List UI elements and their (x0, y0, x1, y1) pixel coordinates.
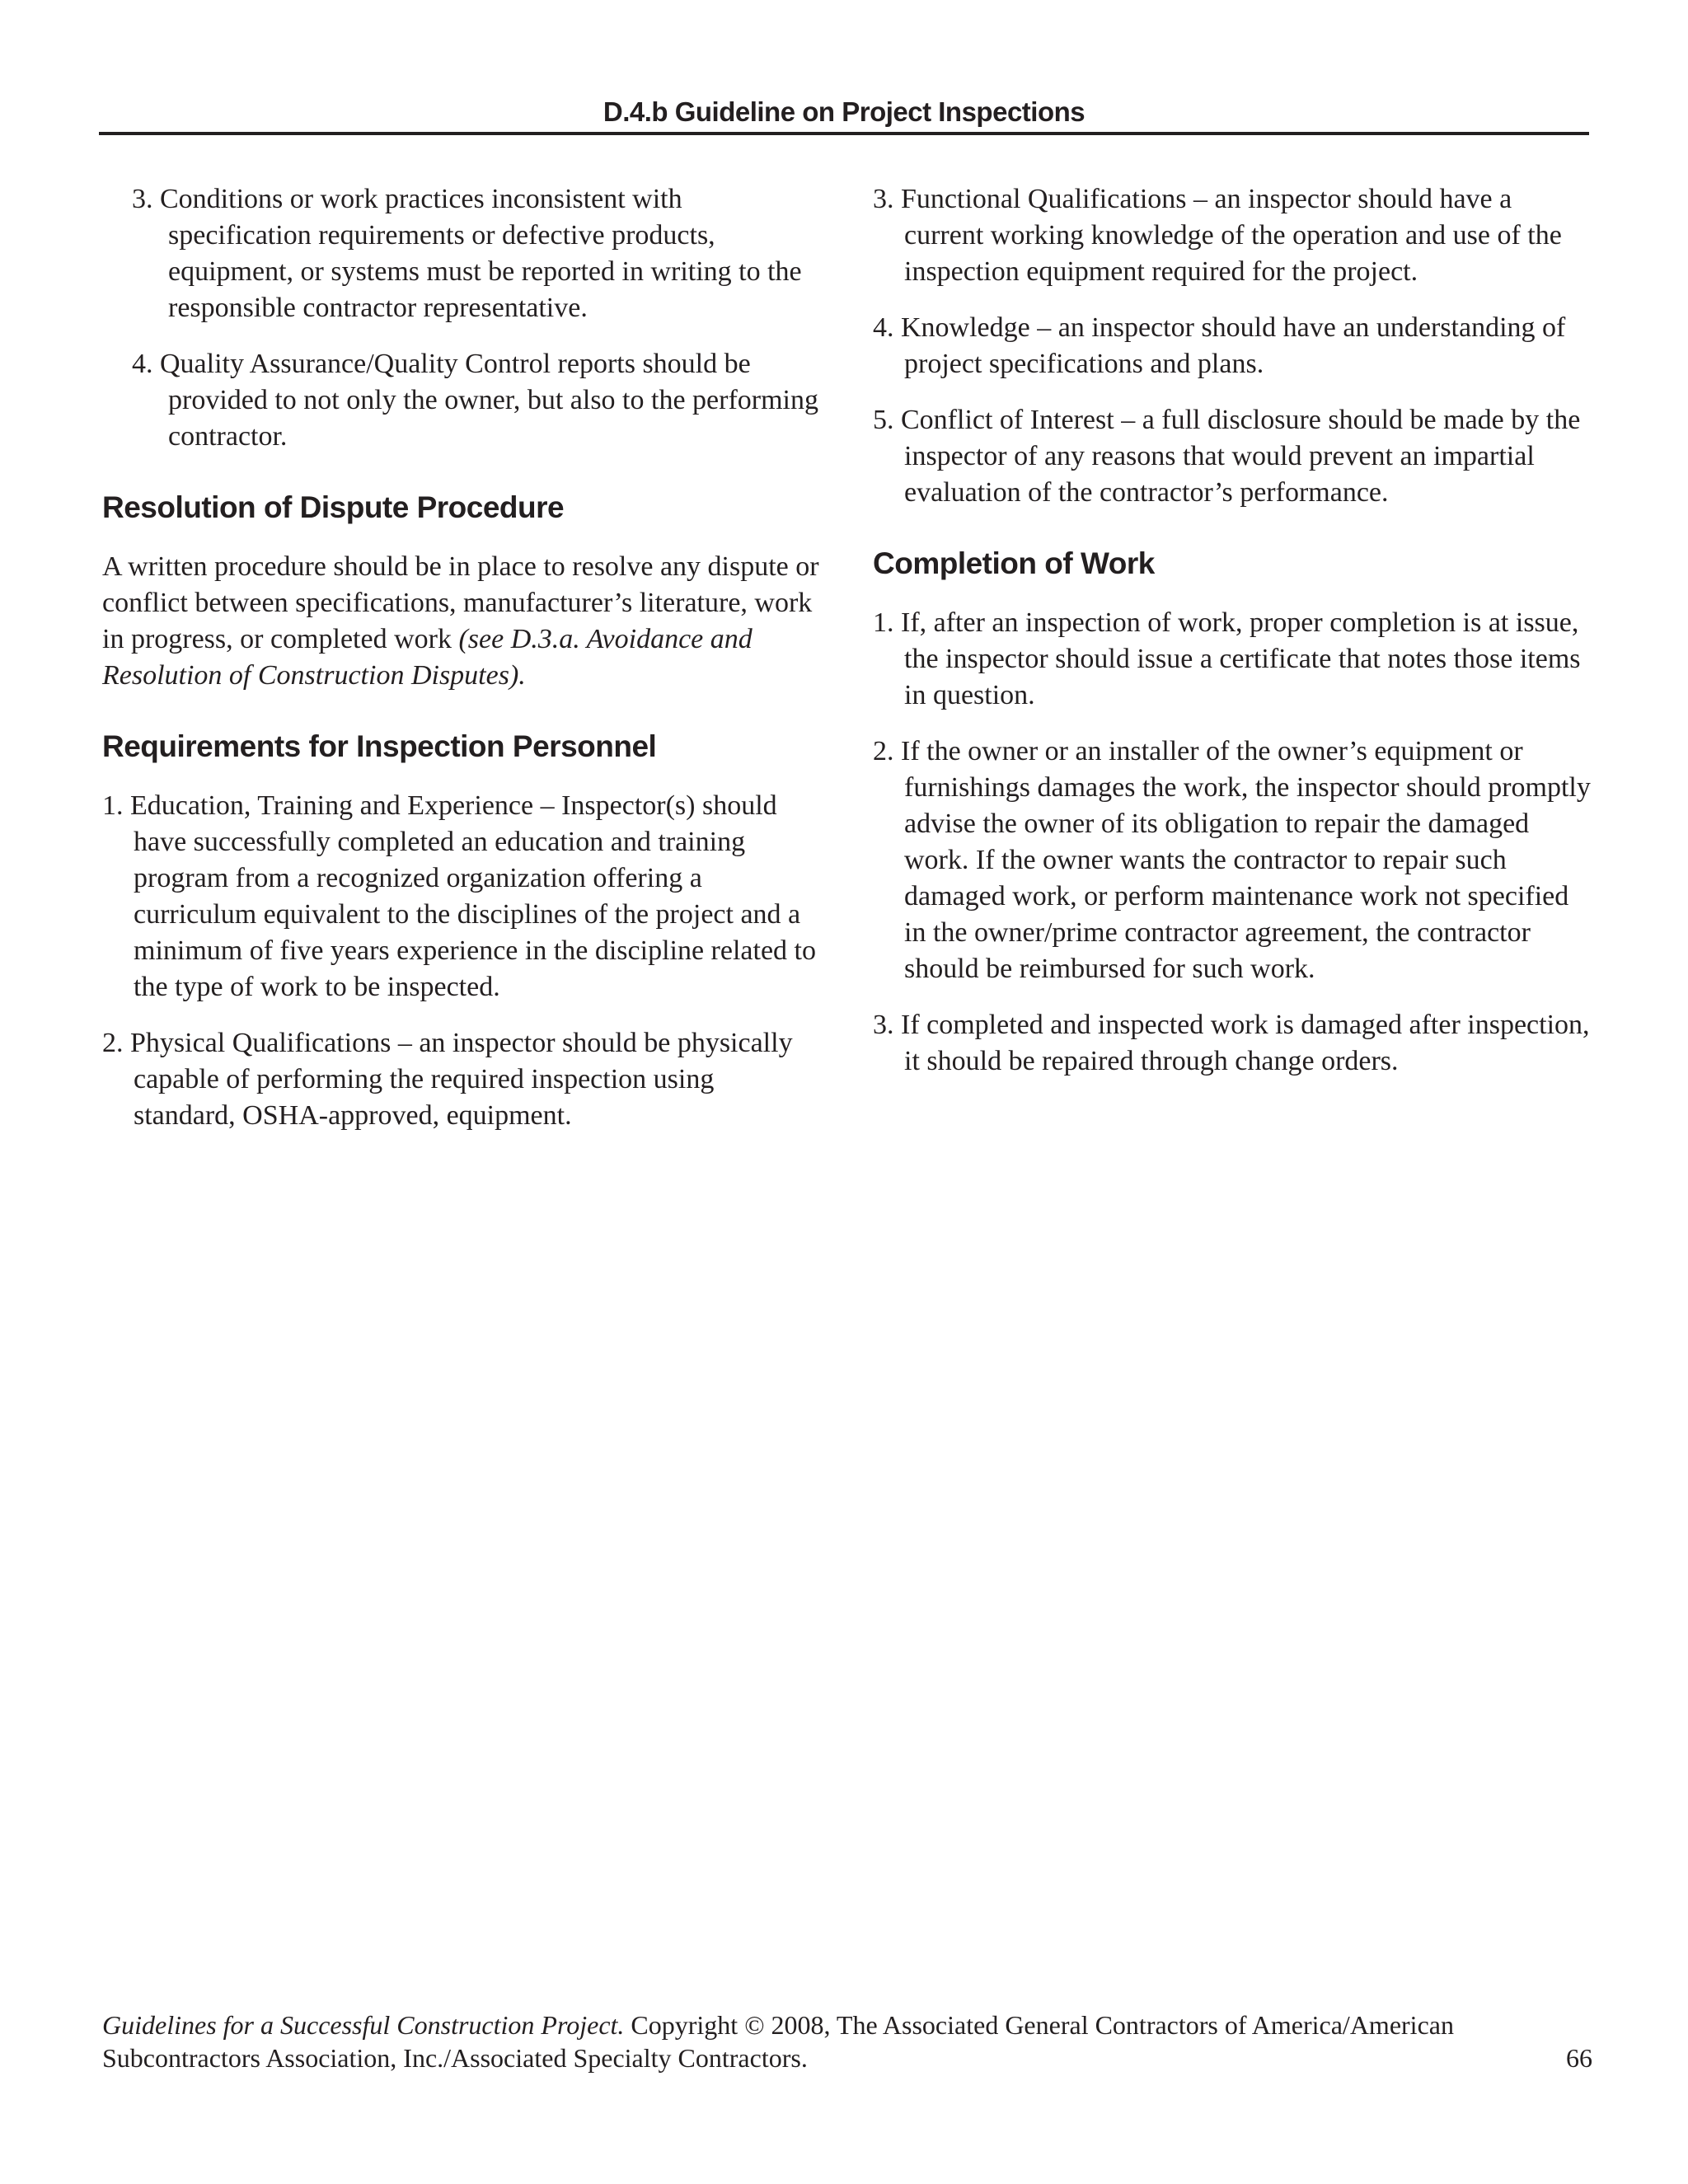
dispute-paragraph (102, 549, 819, 694)
left-column (102, 181, 819, 1154)
list-item: 3. Conditions or work practices inconsistent with specification requirements or defective products, equipment, or systems must be reported in writing to the responsible contractor representative. (132, 184, 802, 323)
section-heading-completion: Completion of Work (873, 546, 1155, 580)
book-title: Guidelines for a Successful Construction Project. (102, 2010, 625, 2040)
copyright-text: Copyright © 2008, The Associated General Contractors of America/American Subcontractors Association, Inc./Associated Specialty Contractors. (102, 2010, 1454, 2073)
section-heading-dispute: Resolution of Dispute Procedure (102, 490, 565, 524)
list-item: 2. Physical Qualifications – an inspector should be physically capable of performing the required inspection using standard, OSHA-approved, equipment. (102, 1028, 793, 1131)
list-item: 4. Knowledge – an inspector should have an understanding of project specifications and plans. (873, 312, 1566, 379)
list-item: 1. Education, Training and Experience – Inspector(s) should have successfully completed an education and training program from a recognized organization offering a curriculum equivalent to the disciplines of the project and a minimum of five years experience in the discipline related to the type of work to be inspected. (102, 790, 816, 1002)
list-item: 2. If the owner or an installer of the owner’s equipment or furnishings damages the work, the inspector should promptly advise the owner of its obligation to repair the damaged work. If the owner wants the contractor to repair such damaged work, or perform maintenance work not specified in the owner/prime contractor agreement, the contractor should be reimbursed for such work. (873, 736, 1591, 984)
section-heading-personnel: Requirements for Inspection Personnel (102, 729, 657, 763)
page-title: D.4.b Guideline on Project Inspections (603, 96, 1085, 127)
list-item: 3. If completed and inspected work is damaged after inspection, it should be repaired through change orders. (873, 1010, 1590, 1076)
copyright-notice (102, 2008, 1592, 2074)
list-item: 4. Quality Assurance/Quality Control reports should be provided to not only the owner, but also to the performing contractor. (132, 349, 818, 452)
page-number: 66 (1566, 2043, 1592, 2073)
list-item: 1. If, after an inspection of work, proper completion is at issue, the inspector should issue a certificate that notes those items in question. (873, 607, 1581, 710)
page-footer (102, 2008, 1592, 2074)
list-item: 3. Functional Qualifications – an inspector should have a current working knowledge of the operation and use of the inspection equipment required for the project. (873, 184, 1562, 287)
list-item: 5. Conflict of Interest – a full disclosure should be made by the inspector of any reasons that would prevent an impartial evaluation of the contractor’s performance. (873, 405, 1581, 508)
right-column (873, 181, 1592, 1099)
page-header (99, 96, 1589, 135)
dispute-reference: (see D.3.a. Avoidance and Resolution of Construction Disputes). (102, 624, 753, 691)
dispute-body: A written procedure should be in place to resolve any dispute or conflict between specifications, manufacturer’s literature, work in progress, or completed work (102, 551, 819, 654)
